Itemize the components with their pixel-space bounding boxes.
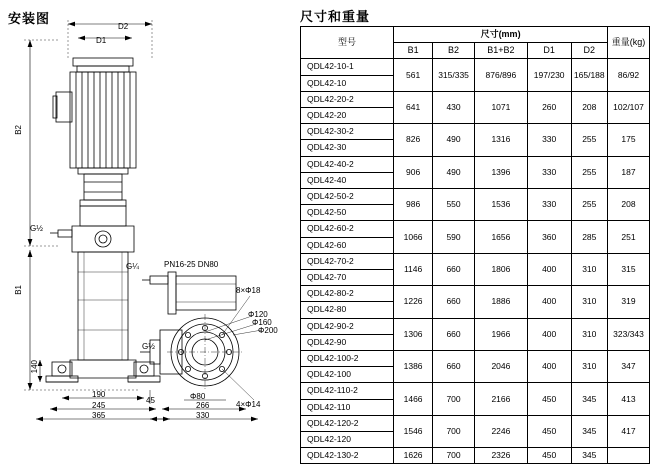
- cell-weight: 251: [608, 221, 650, 253]
- cell-B2: 490: [433, 124, 475, 156]
- cell-D1: 197/230: [527, 59, 571, 91]
- table-header-row-1: [301, 27, 650, 43]
- label-dim-45: 45: [146, 396, 155, 405]
- table-row[interactable]: [301, 91, 650, 107]
- cell-D1: 400: [527, 351, 571, 383]
- cell-model: QDL42-80: [301, 302, 394, 318]
- cell-D2: 165/188: [571, 59, 608, 91]
- cell-model: QDL42-20: [301, 108, 394, 124]
- cell-model: QDL42-50-2: [301, 189, 394, 205]
- header-B2: B2: [433, 43, 475, 59]
- table-row[interactable]: [301, 318, 650, 334]
- cell-model: QDL42-60: [301, 237, 394, 253]
- cell-weight: 319: [608, 286, 650, 318]
- cell-model: QDL42-40: [301, 172, 394, 188]
- cell-B1: 561: [394, 59, 433, 91]
- cell-model: QDL42-100-2: [301, 351, 394, 367]
- cell-model: QDL42-30: [301, 140, 394, 156]
- cell-model: QDL42-10: [301, 75, 394, 91]
- cell-model: QDL42-10-1: [301, 59, 394, 75]
- label-dim-266: 266: [196, 401, 210, 410]
- cell-sum: 1536: [475, 189, 528, 221]
- label-port-g-half-lower: G½: [142, 342, 155, 351]
- cell-B1: 1306: [394, 318, 433, 350]
- cell-B1: 1466: [394, 383, 433, 415]
- table-row[interactable]: [301, 221, 650, 237]
- cell-B2: 430: [433, 91, 475, 123]
- label-dim-D1-top: D1: [96, 36, 107, 45]
- label-dim-140: 140: [30, 360, 39, 374]
- cell-weight: 347: [608, 351, 650, 383]
- label-dim-B1-left: B1: [14, 285, 23, 295]
- table-title: 尺寸和重量: [300, 9, 371, 24]
- cell-D2: 255: [571, 189, 608, 221]
- cell-model: QDL42-40-2: [301, 156, 394, 172]
- cell-D2: 345: [571, 448, 608, 464]
- cell-weight: 323/343: [608, 318, 650, 350]
- header-D1: D1: [527, 43, 571, 59]
- cell-D1: 260: [527, 91, 571, 123]
- cell-D2: 310: [571, 286, 608, 318]
- cell-B2: 700: [433, 383, 475, 415]
- cell-sum: 1886: [475, 286, 528, 318]
- cell-D2: 285: [571, 221, 608, 253]
- cell-B1: 641: [394, 91, 433, 123]
- cell-D2: 345: [571, 383, 608, 415]
- table-row[interactable]: [301, 351, 650, 367]
- label-port-g-quarter: G¼: [126, 262, 139, 271]
- cell-model: QDL42-90-2: [301, 318, 394, 334]
- dimensions-weight-table: [300, 26, 650, 464]
- header-D2: D2: [571, 43, 608, 59]
- cell-B2: 490: [433, 156, 475, 188]
- header-B1-plus-B2: B1+B2: [475, 43, 528, 59]
- table-body: [301, 59, 650, 464]
- cell-sum: 2046: [475, 351, 528, 383]
- cell-weight: 208: [608, 189, 650, 221]
- label-dim-245: 245: [92, 401, 106, 410]
- cell-B2: 700: [433, 448, 475, 464]
- cell-weight: 315: [608, 253, 650, 285]
- cell-model: QDL42-120-2: [301, 415, 394, 431]
- table-row[interactable]: [301, 415, 650, 431]
- table-row[interactable]: [301, 124, 650, 140]
- cell-B1: 1626: [394, 448, 433, 464]
- header-model: 型号: [301, 27, 394, 59]
- cell-D1: 330: [527, 189, 571, 221]
- label-dim-D2-top: D2: [118, 22, 129, 31]
- cell-sum: 1966: [475, 318, 528, 350]
- cell-B1: 1066: [394, 221, 433, 253]
- cell-D1: 450: [527, 383, 571, 415]
- table-row[interactable]: [301, 59, 650, 75]
- label-port-g-half-upper: G½: [30, 224, 43, 233]
- label-dim-080: Φ80: [190, 392, 206, 401]
- cell-D1: 330: [527, 156, 571, 188]
- cell-B2: 660: [433, 286, 475, 318]
- cell-B2: 590: [433, 221, 475, 253]
- cell-B1: 986: [394, 189, 433, 221]
- cell-B2: 700: [433, 415, 475, 447]
- label-dim-330: 330: [196, 411, 210, 420]
- cell-model: QDL42-100: [301, 367, 394, 383]
- cell-D1: 330: [527, 124, 571, 156]
- cell-sum: 1806: [475, 253, 528, 285]
- cell-sum: 1396: [475, 156, 528, 188]
- cell-weight: 417: [608, 415, 650, 447]
- cell-B1: 1226: [394, 286, 433, 318]
- cell-model: QDL42-70-2: [301, 253, 394, 269]
- table-row[interactable]: [301, 383, 650, 399]
- header-dimensions-group: 尺寸(mm): [394, 27, 608, 43]
- cell-B1: 1546: [394, 415, 433, 447]
- cell-model: QDL42-20-2: [301, 91, 394, 107]
- cell-model: QDL42-110: [301, 399, 394, 415]
- label-dia-120: Φ120: [248, 310, 268, 319]
- cell-model: QDL42-50: [301, 205, 394, 221]
- cell-D2: 310: [571, 351, 608, 383]
- cell-B2: 660: [433, 351, 475, 383]
- cell-D2: 255: [571, 124, 608, 156]
- cell-B1: 1146: [394, 253, 433, 285]
- cell-sum: 2326: [475, 448, 528, 464]
- cell-weight: 413: [608, 383, 650, 415]
- cell-sum: 876/896: [475, 59, 528, 91]
- cell-B2: 660: [433, 253, 475, 285]
- header-B1: B1: [394, 43, 433, 59]
- label-bolt-holes-4: 4×Φ14: [236, 400, 261, 409]
- header-weight: 重量(kg): [608, 27, 650, 59]
- cell-model: QDL42-80-2: [301, 286, 394, 302]
- cell-sum: 2166: [475, 383, 528, 415]
- cell-D2: 310: [571, 253, 608, 285]
- drawing-title: 安装图: [8, 11, 51, 26]
- label-dim-365: 365: [92, 411, 106, 420]
- cell-D1: 450: [527, 415, 571, 447]
- table-row[interactable]: [301, 189, 650, 205]
- cell-weight: 187: [608, 156, 650, 188]
- label-flange-spec: PN16-25 DN80: [164, 260, 219, 269]
- cell-sum: 1071: [475, 91, 528, 123]
- cell-weight: 86/92: [608, 59, 650, 91]
- cell-model: QDL42-30-2: [301, 124, 394, 140]
- cell-sum: 1316: [475, 124, 528, 156]
- cell-weight: [608, 448, 650, 464]
- cell-D2: 310: [571, 318, 608, 350]
- cell-D1: 450: [527, 448, 571, 464]
- cell-sum: 2246: [475, 415, 528, 447]
- cell-model: QDL42-70: [301, 270, 394, 286]
- pump-drawing-svg: [0, 0, 296, 425]
- cell-D1: 400: [527, 318, 571, 350]
- cell-model: QDL42-60-2: [301, 221, 394, 237]
- cell-sum: 1656: [475, 221, 528, 253]
- cell-weight: 102/107: [608, 91, 650, 123]
- cell-B2: 315/335: [433, 59, 475, 91]
- cell-D2: 208: [571, 91, 608, 123]
- cell-B2: 660: [433, 318, 475, 350]
- cell-weight: 175: [608, 124, 650, 156]
- cell-B1: 826: [394, 124, 433, 156]
- label-dim-B2-left: B2: [14, 125, 23, 135]
- cell-model: QDL42-90: [301, 334, 394, 350]
- cell-model: QDL42-130-2: [301, 448, 394, 464]
- label-dia-200: Φ200: [258, 326, 278, 335]
- cell-D1: 400: [527, 286, 571, 318]
- label-dim-190: 190: [92, 390, 106, 399]
- cell-B2: 550: [433, 189, 475, 221]
- cell-B1: 906: [394, 156, 433, 188]
- table-row[interactable]: [301, 448, 650, 464]
- dimensions-table-container: [300, 26, 652, 464]
- cell-model: QDL42-110-2: [301, 383, 394, 399]
- cell-B1: 1386: [394, 351, 433, 383]
- installation-drawing: [0, 0, 296, 425]
- cell-D2: 255: [571, 156, 608, 188]
- cell-D1: 400: [527, 253, 571, 285]
- cell-model: QDL42-120: [301, 432, 394, 448]
- table-row[interactable]: [301, 253, 650, 269]
- table-row[interactable]: [301, 286, 650, 302]
- cell-D1: 360: [527, 221, 571, 253]
- label-dia-160: Φ160: [252, 318, 272, 327]
- table-row[interactable]: [301, 156, 650, 172]
- label-bolt-holes-8: 8×Φ18: [236, 286, 261, 295]
- cell-D2: 345: [571, 415, 608, 447]
